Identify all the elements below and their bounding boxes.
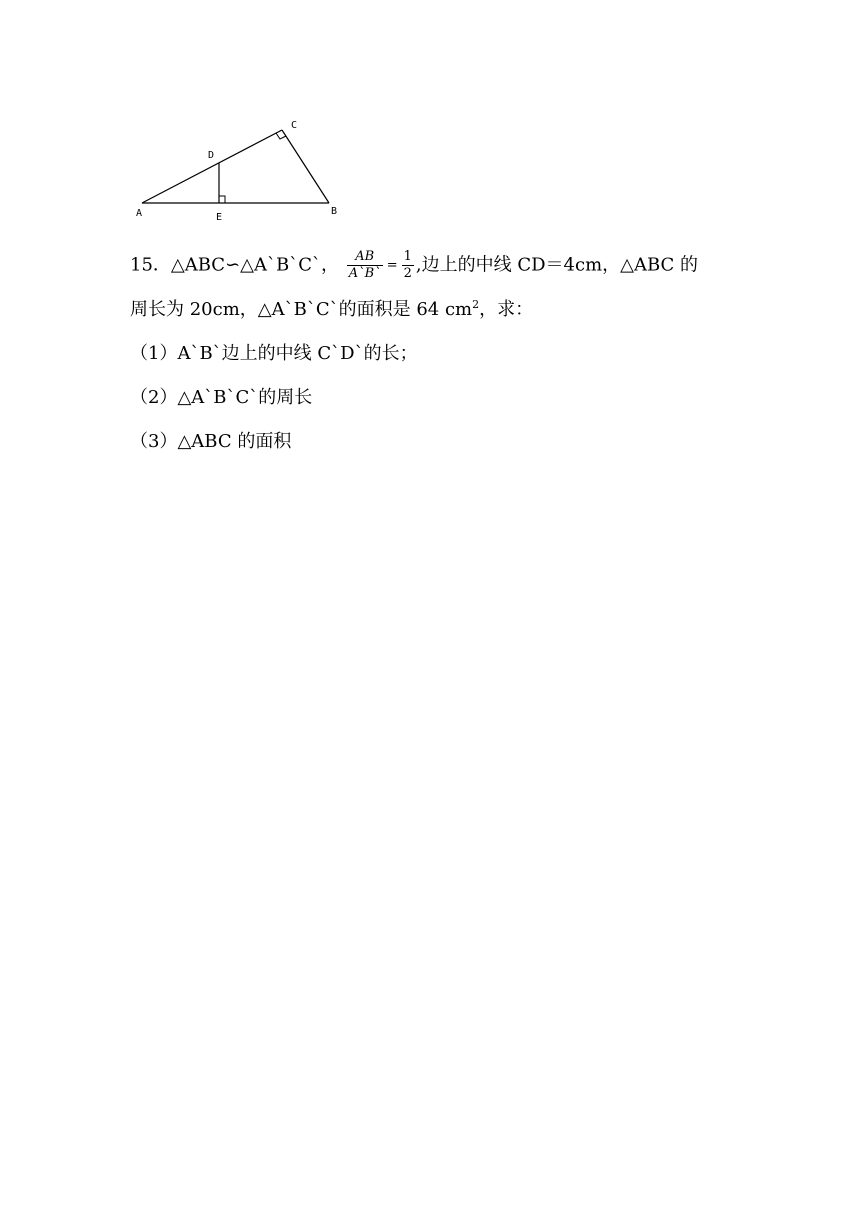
question-3: （3）△ABC 的面积 xyxy=(130,431,292,452)
half-fraction xyxy=(402,249,414,282)
label-a: A xyxy=(136,208,143,219)
label-c: C xyxy=(291,120,298,131)
ratio-denominator: A`B` xyxy=(348,266,381,281)
ratio-fraction xyxy=(347,249,383,282)
ask-statement: ，求： xyxy=(479,299,534,320)
segment-ac xyxy=(142,130,282,203)
triangle-figure xyxy=(130,108,360,226)
area-unit-exponent: 2 xyxy=(472,298,480,311)
problem-number: 15． xyxy=(130,254,171,276)
triangle-diagram xyxy=(130,108,360,226)
label-e: E xyxy=(216,212,223,223)
median-statement: ,边上的中线 CD＝4cm，△ABC 的 xyxy=(415,254,699,276)
half-denominator: 2 xyxy=(403,266,412,281)
problem-statement-line-2 xyxy=(130,298,533,322)
label-b: B xyxy=(331,206,338,217)
equals-sign: = xyxy=(386,257,398,273)
question-1: （1）A`B`边上的中线 C`D`的长； xyxy=(130,343,418,364)
half-numerator: 1 xyxy=(403,249,412,264)
segment-cb xyxy=(282,130,329,203)
perimeter-area-statement: 周长为 20cm，△A`B`C`的面积是 64 cm xyxy=(130,299,473,320)
ratio-numerator: AB xyxy=(347,249,383,266)
label-d: D xyxy=(208,150,215,161)
problem-statement-line-1 xyxy=(130,249,698,282)
right-angle-mark-e xyxy=(219,196,225,203)
question-2: （2）△A`B`C`的周长 xyxy=(130,387,313,408)
similarity-statement: △ABC∽△A`B`C`， xyxy=(170,254,340,276)
